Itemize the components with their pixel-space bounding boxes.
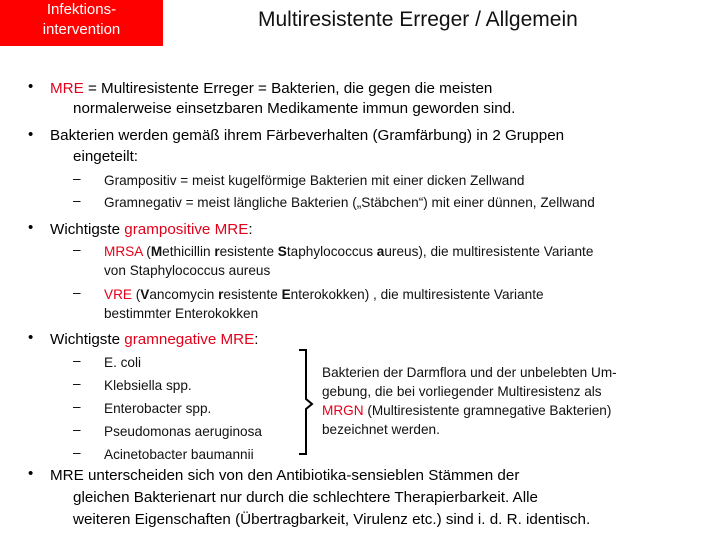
mrsa-open: ( — [142, 244, 151, 259]
vre-letter-r: r — [218, 287, 224, 302]
mrsa-text2: esistente — [219, 244, 278, 259]
sub-dash: – — [73, 422, 81, 437]
vre-text3: nterokokken) , die multiresistente Variante — [290, 287, 544, 302]
mrsa-text4: ureus), die multiresistente Variante — [384, 244, 594, 259]
bullet3-suffix: : — [248, 221, 253, 238]
bullet-dot: • — [28, 329, 34, 346]
note-line2: gebung, die bei vorliegender Multiresistenz als — [322, 384, 602, 399]
bullet-dot: • — [28, 465, 34, 482]
gramneg-item: Acinetobacter baumannii — [104, 447, 254, 462]
vre-letter-e: E — [281, 287, 291, 302]
bullet-dot: • — [28, 126, 34, 143]
bullet4-prefix: Wichtigste — [50, 331, 125, 348]
slide-title: Multiresistente Erreger / Allgemein — [258, 8, 578, 31]
gramnegative-term: gramnegative MRE — [124, 331, 255, 348]
gramneg-item: Klebsiella spp. — [104, 378, 192, 393]
mrsa-line2: von Staphylococcus aureus — [104, 263, 271, 278]
mrsa-letter-r: r — [214, 244, 220, 259]
bullet-dot: • — [28, 78, 34, 95]
bullet1-line1-text: = Multiresistente Erreger = Bakterien, die gegen die meisten — [83, 80, 493, 97]
bullet5-line1: MRE unterscheiden sich von den Antibiotika-sensieblen Stämmen der — [50, 467, 520, 484]
bullet-dot: • — [28, 219, 34, 236]
mre-term: MRE — [50, 80, 84, 97]
grampositive-term: grampositive MRE — [124, 221, 249, 238]
note-line3-text: (Multiresistente gramnegative Bakterien) — [363, 403, 612, 418]
bullet2-sub1: Grampositiv = meist kugelförmige Bakterien mit einer dicken Zellwand — [104, 173, 525, 188]
section-tag-line1: Infektions- — [46, 1, 117, 18]
bullet2-sub2: Gramnegativ = meist längliche Bakterien („Stäbchen“) mit einer dünnen, Zellwand — [104, 195, 595, 210]
note-line3 — [322, 401, 672, 420]
gramneg-note — [322, 363, 672, 439]
bullet4-suffix: : — [254, 331, 259, 348]
sub-dash: – — [73, 242, 81, 257]
sub-dash: – — [73, 171, 81, 186]
sub-dash: – — [73, 285, 81, 300]
mrsa-letter-s: S — [277, 244, 287, 259]
mrsa-text3: taphylococcus — [286, 244, 377, 259]
sub-dash: – — [73, 353, 81, 368]
mrsa-letter-m: M — [150, 244, 163, 259]
gramneg-item: Pseudomonas aeruginosa — [104, 424, 262, 439]
bullet3-heading — [50, 220, 253, 240]
bullet4-heading — [50, 330, 259, 350]
bullet5-line2: gleichen Bakterienart nur durch die schlechtere Therapierbarkeit. Alle — [73, 489, 538, 506]
mrsa-abbr: MRSA — [104, 244, 143, 259]
vre-text2: esistente — [223, 287, 282, 302]
mrgn-term: MRGN — [322, 403, 364, 418]
sub-dash: – — [73, 193, 81, 208]
sub-dash: – — [73, 399, 81, 414]
vre-open: ( — [131, 287, 141, 302]
mrsa-letter-a: a — [376, 244, 385, 259]
vre-text1: ancomycin — [149, 287, 219, 302]
note-line4: bezeichnet werden. — [322, 422, 440, 437]
sub-dash: – — [73, 445, 81, 460]
bullet1-line1 — [50, 79, 492, 99]
vre-abbr: VRE — [104, 287, 132, 302]
note-line1: Bakterien der Darmflora und der unbelebten Um- — [322, 365, 617, 380]
mrsa-line1 — [104, 243, 593, 261]
bullet5-line3: weiteren Eigenschaften (Übertragbarkeit, Virulenz etc.) sind i. d. R. identisch. — [73, 511, 591, 528]
bullet1-line2: normalerweise einsetzbaren Medikamente immun geworden sind. — [73, 100, 516, 117]
bullet3-prefix: Wichtigste — [50, 221, 125, 238]
gramneg-item: E. coli — [104, 355, 142, 370]
sub-dash: – — [73, 376, 81, 391]
vre-line1 — [104, 286, 544, 304]
bullet2-line1: Bakterien werden gemäß ihrem Färbeverhalten (Gramfärbung) in 2 Gruppen — [50, 127, 565, 144]
bullet2-line2: eingeteilt: — [73, 148, 139, 165]
vre-line2: bestimmter Enterokokken — [104, 306, 259, 321]
section-tag-line2: intervention — [42, 21, 121, 38]
right-brace-icon — [297, 349, 315, 455]
mrsa-text1: ethicillin — [162, 244, 215, 259]
vre-letter-v: V — [140, 287, 150, 302]
gramneg-item: Enterobacter spp. — [104, 401, 212, 416]
